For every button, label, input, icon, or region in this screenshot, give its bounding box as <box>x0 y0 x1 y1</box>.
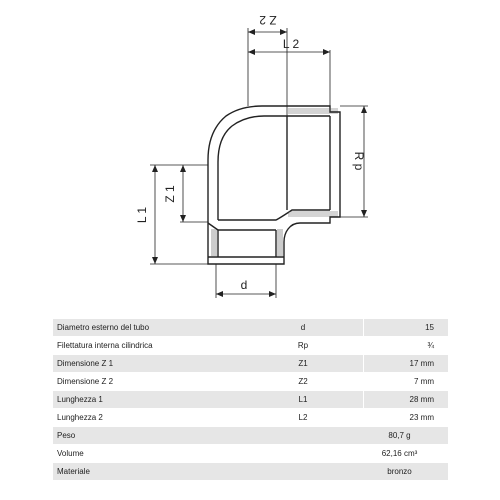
table-row <box>53 337 448 355</box>
row-label: Materiale <box>53 463 243 481</box>
row-value: 80,7 g <box>243 427 448 445</box>
row-label: Diametro esterno del tubo <box>53 319 243 337</box>
table-row <box>53 391 448 409</box>
label-z2: Z 2 <box>259 13 277 27</box>
row-label: Lunghezza 2 <box>53 409 243 427</box>
row-symbol: d <box>243 319 364 337</box>
table-row <box>53 355 448 373</box>
label-d: d <box>240 278 248 292</box>
row-value: ¾ <box>364 337 449 355</box>
row-value: 23 mm <box>364 409 449 427</box>
table-row <box>53 463 448 481</box>
row-value: 7 mm <box>364 373 449 391</box>
row-symbol: L1 <box>243 391 364 409</box>
row-value: 62,16 cm³ <box>243 445 448 463</box>
row-label: Peso <box>53 427 243 445</box>
label-l1: L 1 <box>135 206 149 224</box>
row-label: Volume <box>53 445 243 463</box>
table-row <box>53 409 448 427</box>
thread-hatching-bottom <box>212 229 282 258</box>
row-value: 17 mm <box>364 355 449 373</box>
row-label: Filettatura interna cilindrica <box>53 337 243 355</box>
row-label: Lunghezza 1 <box>53 391 243 409</box>
row-symbol: Z2 <box>243 373 364 391</box>
dimension-lines <box>155 32 364 294</box>
label-rp: R p <box>352 151 366 171</box>
label-z1: Z 1 <box>163 185 177 203</box>
table-row <box>53 427 448 445</box>
specifications-table <box>53 319 448 481</box>
table-row <box>53 445 448 463</box>
row-symbol: Rp <box>243 337 364 355</box>
table-row <box>53 319 448 337</box>
fitting-outline <box>208 106 340 264</box>
row-symbol: L2 <box>243 409 364 427</box>
row-symbol: Z1 <box>243 355 364 373</box>
row-value: 15 <box>364 319 449 337</box>
row-label: Dimensione Z 2 <box>53 373 243 391</box>
row-label: Dimensione Z 1 <box>53 355 243 373</box>
row-value: bronzo <box>243 463 448 481</box>
table-row <box>53 373 448 391</box>
label-l2: L 2 <box>282 37 300 51</box>
row-value: 28 mm <box>364 391 449 409</box>
